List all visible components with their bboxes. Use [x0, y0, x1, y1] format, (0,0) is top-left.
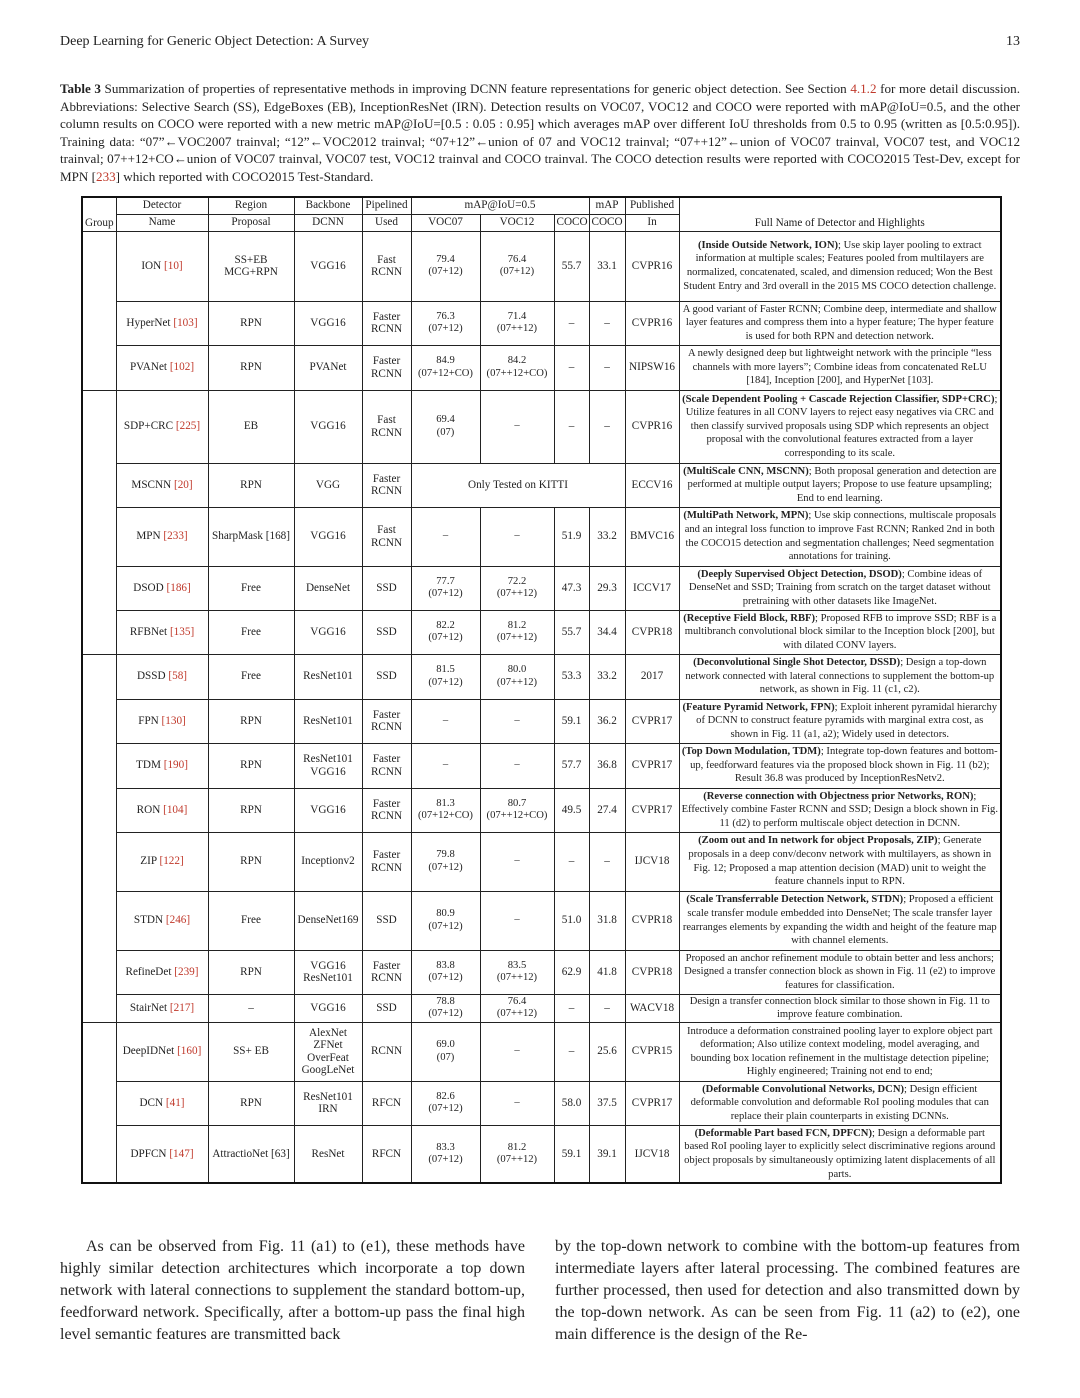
voc12-cell: –: [480, 1081, 554, 1125]
body-text-right: by the top-down network to combine with the bottom-up features from intermediate layers after lateral processing. The combined features are further processed, then used for detection and also transmitted down by the top-down network. As can be seen from Fig. 11 (a2) to (e2), one main difference is the design of the Re-: [555, 1238, 1020, 1343]
highlights-cell: (MultiPath Network, MPN); Use skip connections, multiscale proposals and an integral loss function to improve Fast RCNN; Ranked 2nd in both the COCO15 detection and segmentation challenges; Need segmentation annotations for training.: [679, 507, 1001, 566]
coco-cell: 58.0: [554, 1081, 589, 1125]
table-row: [82, 231, 1001, 301]
header-pipelined: Pipelined: [362, 197, 411, 214]
table-row: [82, 1125, 1001, 1183]
coco-cell: 55.7: [554, 610, 589, 654]
voc12-cell: 81.2 (07++12): [480, 1125, 554, 1183]
citation-link[interactable]: [239]: [174, 965, 199, 978]
voc07-cell: 82.6 (07+12): [411, 1081, 480, 1125]
table-row: [82, 743, 1001, 788]
pipeline-cell: Fast RCNN: [362, 231, 411, 301]
highlight-name: (Deeply Supervised Object Detection, DSOD): [697, 568, 902, 580]
table-row: [82, 788, 1001, 832]
published-cell: ECCV16: [625, 463, 679, 507]
header-pipelined-2: Used: [362, 214, 411, 231]
coco-map-cell: –: [589, 301, 625, 345]
published-cell: CVPR18: [625, 610, 679, 654]
region-proposal-cell: SS+ EB: [208, 1022, 294, 1081]
header-fullname: Full Name of Detector and Highlights: [679, 197, 1001, 231]
header-voc07: VOC07: [411, 214, 480, 231]
kitti-note-cell: Only Tested on KITTI: [411, 463, 625, 507]
header-region-2: Proposal: [208, 214, 294, 231]
table-row: [82, 345, 1001, 390]
coco-cell: 53.3: [554, 654, 589, 699]
highlight-name: (Top Down Modulation, TDM): [681, 746, 821, 758]
voc12-cell: 83.5 (07++12): [480, 950, 554, 994]
detector-name-cell: DSOD [186]: [116, 566, 208, 610]
citation-link[interactable]: [217]: [169, 1001, 195, 1014]
region-proposal-cell: SS+EB MCG+RPN: [208, 231, 294, 301]
voc12-cell: 80.0 (07++12): [480, 654, 554, 699]
coco-map-cell: 41.8: [589, 950, 625, 994]
region-proposal-cell: RPN: [208, 345, 294, 390]
voc12-cell: –: [480, 832, 554, 891]
voc07-cell: 79.4 (07+12): [411, 231, 480, 301]
published-cell: ICCV17: [625, 566, 679, 610]
header-detector: Detector: [116, 197, 208, 214]
backbone-cell: AlexNet ZFNet OverFeat GoogLeNet: [294, 1022, 362, 1081]
highlights-cell: (Reverse connection with Objectness prior Networks, RON); Effectively combine Faster RCNN and SSD; Design a block shown in Fig. 11 (d2) to perform multiscale object detection in DCNN.: [679, 788, 1001, 832]
published-cell: CVPR17: [625, 788, 679, 832]
coco-map-cell: 31.8: [589, 891, 625, 950]
coco-map-cell: –: [589, 994, 625, 1022]
voc12-cell: –: [480, 507, 554, 566]
published-cell: CVPR16: [625, 231, 679, 301]
voc12-cell: 71.4 (07++12): [480, 301, 554, 345]
citation-link[interactable]: [186]: [166, 581, 191, 594]
coco-map-cell: 37.5: [589, 1081, 625, 1125]
group-label-cell: [82, 1022, 116, 1183]
highlights-cell: (Scale Dependent Pooling + Cascade Rejection Classifier, SDP+CRC); Utilize features in all CONV layers to reject easy negatives via CRC and then classify survived proposals using SDP which represents an object proposal with the convolutional features extracted from a layer corresponding to its scale.: [679, 390, 1001, 463]
region-proposal-cell: RPN: [208, 301, 294, 345]
citation-link[interactable]: [225]: [175, 420, 201, 433]
group-label-cell: [82, 390, 116, 654]
caption-label: Table 3: [60, 81, 101, 96]
published-cell: CVPR17: [625, 699, 679, 743]
group-label-cell: [82, 654, 116, 1022]
coco-cell: –: [554, 832, 589, 891]
table-row: [82, 891, 1001, 950]
coco-cell: 51.9: [554, 507, 589, 566]
header-region: Region: [208, 197, 294, 214]
region-proposal-cell: Free: [208, 610, 294, 654]
highlights-cell: (Receptive Field Block, RBF); Proposed RFB to improve SSD; RBF is a multibranch convolutional block similar to the Inception block [200], but with dilated CONV layers.: [679, 610, 1001, 654]
coco-cell: –: [554, 390, 589, 463]
region-proposal-cell: RPN: [208, 950, 294, 994]
voc07-cell: –: [411, 507, 480, 566]
table-body: [82, 231, 1001, 1183]
voc07-cell: 78.8 (07+12): [411, 994, 480, 1022]
coco-map-cell: 33.1: [589, 231, 625, 301]
pipeline-cell: Faster RCNN: [362, 301, 411, 345]
coco-map-cell: 34.4: [589, 610, 625, 654]
detector-name-cell: HyperNet [103]: [116, 301, 208, 345]
table-row: [82, 610, 1001, 654]
highlights-cell: (Top Down Modulation, TDM); Integrate top-down features and bottom-up, feedforward features via the proposed block shown in Fig. 11 (b2); Result 36.8 was produced by InceptionResNetv2.: [679, 743, 1001, 788]
backbone-cell: VGG16: [294, 301, 362, 345]
pipeline-cell: Faster RCNN: [362, 345, 411, 390]
table-caption: [60, 80, 1020, 186]
voc12-cell: 76.4 (07+12): [480, 231, 554, 301]
coco-map-cell: 29.3: [589, 566, 625, 610]
voc07-cell: –: [411, 743, 480, 788]
pipeline-cell: Faster RCNN: [362, 743, 411, 788]
coco-cell: –: [554, 345, 589, 390]
header-map: mAP: [589, 197, 625, 214]
coco-map-cell: 33.2: [589, 654, 625, 699]
highlight-name: (Deformable Convolutional Networks, DCN): [702, 1083, 905, 1095]
highlight-name: (Inside Outside Network, ION): [697, 239, 839, 251]
voc07-cell: 83.8 (07+12): [411, 950, 480, 994]
methods-table: [81, 196, 1002, 1184]
backbone-cell: VGG16: [294, 231, 362, 301]
voc12-cell: 80.7 (07++12+CO): [480, 788, 554, 832]
voc12-cell: 76.4 (07++12): [480, 994, 554, 1022]
coco-map-cell: 36.8: [589, 743, 625, 788]
detector-name-cell: DSSD [58]: [116, 654, 208, 699]
published-cell: WACV18: [625, 994, 679, 1022]
highlights-cell: (Deformable Part based FCN, DPFCN); Design a deformable part based RoI pooling layer to explicitly select discriminative regions around object proposals by simultaneously optimizing latent displacements of all parts.: [679, 1125, 1001, 1183]
published-cell: BMVC16: [625, 507, 679, 566]
coco-map-cell: 25.6: [589, 1022, 625, 1081]
highlights-cell: (MultiScale CNN, MSCNN); Both proposal generation and detection are performed at multiple output layers; Propose to use feature upsampling; End to end learning.: [679, 463, 1001, 507]
pipeline-cell: SSD: [362, 994, 411, 1022]
pipeline-cell: Fast RCNN: [362, 507, 411, 566]
pipeline-cell: Faster RCNN: [362, 950, 411, 994]
region-proposal-cell: RPN: [208, 788, 294, 832]
table-row: [82, 1022, 1001, 1081]
highlights-cell: Introduce a deformation constrained pooling layer to explore object part deformation; Also utilize context modeling, model averaging, and bounding box location refinement in the multistage detection pipeline; Highly engineered; Training not end to end;: [679, 1022, 1001, 1081]
table-row: [82, 654, 1001, 699]
table-row: [82, 566, 1001, 610]
backbone-cell: ResNet101: [294, 654, 362, 699]
header-published-2: In: [625, 214, 679, 231]
body-text-left: As can be observed from Fig. 11 (a1) to (e1), these methods have highly similar detection architectures which incorporate a top down network with lateral connections to supplement the standard bottom-up, feedforward network. Specifically, after a bottom-up pass the final high level semantic features are transmitted back: [60, 1238, 525, 1343]
coco-cell: –: [554, 1022, 589, 1081]
coco-cell: 59.1: [554, 699, 589, 743]
caption-text-2: for more detail discussion. Abbreviations: Selective Search (SS), EdgeBoxes (EB), InceptionResNet (IRN). Detection results on VOC07, VOC12 and COCO were reported with mAP@IoU=0.5, and the other column results on COCO were reported with a new metric mAP@IoU=[0.5 : 0.05 : 0.95] which averages mAP over different IoU thresholds from 0.5 to 0.95 (written as [0.5:0.95]). Training data: “07”←VOC2007 trainval; “12”←VOC2012 trainval; “07+12”←union of 07 and VOC12 trainval; “07++12”←union of VOC07 trainval, VOC07 test, and VOC12 trainval; 07++12+CO←union of VOC07 trainval, VOC07 test, VOC12 trainval and COCO trainval. The COCO detection results were reported with COCO2015 Test-Dev, except for MPN [: [60, 81, 1020, 184]
running-title: Deep Learning for Generic Object Detection: A Survey: [60, 34, 370, 49]
highlights-cell: Design a transfer connection block similar to those shown in Fig. 11 to improve feature combination.: [679, 994, 1001, 1022]
published-cell: IJCV18: [625, 832, 679, 891]
pipeline-cell: Faster RCNN: [362, 832, 411, 891]
citation-link[interactable]: [103]: [173, 316, 198, 329]
highlight-name: (MultiPath Network, MPN): [683, 510, 809, 522]
header-backbone-2: DCNN: [294, 214, 362, 231]
region-proposal-cell: SharpMask [168]: [208, 507, 294, 566]
detector-name-cell: StairNet [217]: [116, 994, 208, 1022]
citation-link[interactable]: [122]: [159, 855, 184, 868]
backbone-cell: VGG: [294, 463, 362, 507]
header-group: Group: [82, 197, 116, 231]
table-row: [82, 1081, 1001, 1125]
coco-map-cell: 27.4: [589, 788, 625, 832]
caption-text-1: Summarization of properties of representative methods in improving DCNN feature representations for generic object detection. See Section: [100, 81, 851, 96]
coco-map-cell: –: [589, 832, 625, 891]
citation-link[interactable]: [147]: [169, 1147, 194, 1160]
citation-link[interactable]: [233]: [163, 530, 188, 543]
highlight-name: (MultiScale CNN, MSCNN): [683, 465, 809, 477]
coco-cell: 47.3: [554, 566, 589, 610]
coco-cell: –: [554, 994, 589, 1022]
citation-link[interactable]: [41]: [165, 1096, 185, 1109]
detector-name-cell: MPN [233]: [116, 507, 208, 566]
coco-map-cell: 39.1: [589, 1125, 625, 1183]
published-cell: CVPR17: [625, 1081, 679, 1125]
section-link[interactable]: 4.1.2: [850, 81, 877, 96]
backbone-cell: VGG16: [294, 507, 362, 566]
region-proposal-cell: RPN: [208, 743, 294, 788]
region-proposal-cell: Free: [208, 891, 294, 950]
backbone-cell: DenseNet: [294, 566, 362, 610]
highlight-name: (Deformable Part based FCN, DPFCN): [694, 1127, 872, 1139]
voc07-cell: 84.9 (07+12+CO): [411, 345, 480, 390]
coco-cell: 57.7: [554, 743, 589, 788]
region-proposal-cell: Free: [208, 654, 294, 699]
published-cell: CVPR16: [625, 390, 679, 463]
header-voc12: VOC12: [480, 214, 554, 231]
header-published: Published: [625, 197, 679, 214]
table-row: [82, 950, 1001, 994]
published-cell: 2017: [625, 654, 679, 699]
backbone-cell: VGG16: [294, 390, 362, 463]
citation-link[interactable]: [10]: [164, 259, 183, 272]
backbone-cell: PVANet: [294, 345, 362, 390]
voc07-cell: 77.7 (07+12): [411, 566, 480, 610]
pipeline-cell: SSD: [362, 891, 411, 950]
citation-link[interactable]: [58]: [168, 670, 188, 683]
voc12-cell: 84.2 (07++12+CO): [480, 345, 554, 390]
backbone-cell: VGG16: [294, 788, 362, 832]
published-cell: CVPR16: [625, 301, 679, 345]
table-row: [82, 301, 1001, 345]
voc12-cell: –: [480, 891, 554, 950]
table-row: [82, 832, 1001, 891]
backbone-cell: ResNet101: [294, 699, 362, 743]
highlight-name: (Zoom out and In network for object Proposals, ZIP): [698, 835, 938, 847]
pipeline-cell: Faster RCNN: [362, 463, 411, 507]
pipeline-cell: RCNN: [362, 1022, 411, 1081]
backbone-cell: ResNet: [294, 1125, 362, 1183]
citation-link[interactable]: [160]: [177, 1045, 202, 1058]
highlight-name: (Feature Pyramid Network, FPN): [682, 701, 835, 713]
citation-link[interactable]: [104]: [163, 803, 188, 816]
voc07-cell: 80.9 (07+12): [411, 891, 480, 950]
published-cell: CVPR17: [625, 743, 679, 788]
backbone-cell: VGG16 ResNet101: [294, 950, 362, 994]
region-proposal-cell: RPN: [208, 1081, 294, 1125]
region-proposal-cell: –: [208, 994, 294, 1022]
backbone-cell: ResNet101 IRN: [294, 1081, 362, 1125]
voc07-cell: 81.3 (07+12+CO): [411, 788, 480, 832]
table-row: [82, 463, 1001, 507]
coco-cell: 49.5: [554, 788, 589, 832]
pipeline-cell: RFCN: [362, 1125, 411, 1183]
detector-name-cell: FPN [130]: [116, 699, 208, 743]
coco-cell: 62.9: [554, 950, 589, 994]
page-number: 13: [1006, 34, 1020, 49]
voc07-cell: 69.0 (07): [411, 1022, 480, 1081]
published-cell: IJCV18: [625, 1125, 679, 1183]
table-row: [82, 390, 1001, 463]
highlights-cell: A good variant of Faster RCNN; Combine deep, intermediate and shallow layer features and compress them into a hyper feature; The hyper feature is used for both RPN and detection network.: [679, 301, 1001, 345]
pipeline-cell: Faster RCNN: [362, 788, 411, 832]
detector-name-cell: STDN [246]: [116, 891, 208, 950]
coco-cell: 51.0: [554, 891, 589, 950]
header-backbone: Backbone: [294, 197, 362, 214]
citation-link[interactable]: [190]: [163, 759, 188, 772]
backbone-cell: DenseNet169: [294, 891, 362, 950]
region-proposal-cell: RPN: [208, 832, 294, 891]
region-proposal-cell: RPN: [208, 699, 294, 743]
pipeline-cell: SSD: [362, 654, 411, 699]
header-map05: mAP@IoU=0.5: [411, 197, 589, 214]
highlight-name: (Scale Transferrable Detection Network, STDN): [686, 894, 904, 906]
citation-link[interactable]: [246]: [165, 914, 191, 927]
pipeline-cell: Faster RCNN: [362, 699, 411, 743]
published-cell: CVPR18: [625, 950, 679, 994]
backbone-cell: VGG16: [294, 610, 362, 654]
citation-link[interactable]: 233: [96, 168, 116, 184]
voc12-cell: 72.2 (07++12): [480, 566, 554, 610]
table-row: [82, 994, 1001, 1022]
highlight-name: (Deconvolutional Single Shot Detector, DSSD): [693, 657, 901, 669]
coco-map-cell: 36.2: [589, 699, 625, 743]
header-coco-2: COCO: [589, 214, 625, 231]
detector-name-cell: RefineDet [239]: [116, 950, 208, 994]
voc12-cell: –: [480, 390, 554, 463]
detector-name-cell: MSCNN [20]: [116, 463, 208, 507]
published-cell: CVPR18: [625, 891, 679, 950]
detector-name-cell: TDM [190]: [116, 743, 208, 788]
region-proposal-cell: RPN: [208, 463, 294, 507]
citation-link[interactable]: [102]: [169, 361, 195, 374]
voc12-cell: –: [480, 743, 554, 788]
published-cell: NIPSW16: [625, 345, 679, 390]
coco-cell: 59.1: [554, 1125, 589, 1183]
published-cell: CVPR15: [625, 1022, 679, 1081]
highlights-cell: (Inside Outside Network, ION); Use skip layer pooling to extract information at multiple scales; Features pooled from multilayers are normalized, concatenated, scaled, and dimension reduced; Won the Best Student Entry and 3rd overall in the 2015 MS COCO detection challenge.: [679, 231, 1001, 301]
pipeline-cell: RFCN: [362, 1081, 411, 1125]
detector-name-cell: DeepIDNet [160]: [116, 1022, 208, 1081]
highlights-cell: (Feature Pyramid Network, FPN); Exploit inherent pyramidal hierarchy of DCNN to construct feature pyramids with marginal extra cost, as shown in Fig. 11 (a1, a2); Widely used in detectors.: [679, 699, 1001, 743]
voc07-cell: 76.3 (07+12): [411, 301, 480, 345]
pipeline-cell: SSD: [362, 566, 411, 610]
voc07-cell: 69.4 (07): [411, 390, 480, 463]
caption-text-3: ] which reported with COCO2015 Test-Standard.: [115, 168, 374, 184]
highlights-cell: (Deeply Supervised Object Detection, DSOD); Combine ideas of DenseNet and SSD; Training from scratch on the target dataset without pretraining with other datasets like ImageNet.: [679, 566, 1001, 610]
detector-name-cell: SDP+CRC [225]: [116, 390, 208, 463]
coco-map-cell: –: [589, 345, 625, 390]
group-label-cell: [82, 231, 116, 390]
coco-cell: –: [554, 301, 589, 345]
highlights-cell: (Deformable Convolutional Networks, DCN); Design efficient deformable convolution and deformable RoI pooling modules that can replace their plain counterparts in existing DCNNs.: [679, 1081, 1001, 1125]
pipeline-cell: Fast RCNN: [362, 390, 411, 463]
backbone-cell: VGG16: [294, 994, 362, 1022]
table-row: [82, 699, 1001, 743]
highlights-cell: A newly designed deep but lightweight network with the principle “less channels with more layers”; Combine ideas from concatenated ReLU [184], Inception [200], and HyperNet [103].: [679, 345, 1001, 390]
running-head: [60, 34, 1020, 50]
citation-link[interactable]: [135]: [169, 625, 195, 638]
citation-link[interactable]: [20]: [173, 478, 193, 491]
detector-name-cell: DCN [41]: [116, 1081, 208, 1125]
coco-cell: 55.7: [554, 231, 589, 301]
voc07-cell: 82.2 (07+12): [411, 610, 480, 654]
coco-map-cell: 33.2: [589, 507, 625, 566]
highlights-cell: Proposed an anchor refinement module to obtain better and less anchors; Designed a transfer connection block as shown in Fig. 11 (e2) to improve features for classification.: [679, 950, 1001, 994]
voc12-cell: –: [480, 699, 554, 743]
region-proposal-cell: EB: [208, 390, 294, 463]
backbone-cell: ResNet101 VGG16: [294, 743, 362, 788]
table-row: [82, 507, 1001, 566]
region-proposal-cell: AttractioNet [63]: [208, 1125, 294, 1183]
highlight-name: (Reverse connection with Objectness prior Networks, RON): [703, 790, 974, 802]
voc07-cell: 83.3 (07+12): [411, 1125, 480, 1183]
voc07-cell: 81.5 (07+12): [411, 654, 480, 699]
voc12-cell: 81.2 (07++12): [480, 610, 554, 654]
detector-name-cell: DPFCN [147]: [116, 1125, 208, 1183]
highlight-name: (Scale Dependent Pooling + Cascade Rejection Classifier, SDP+CRC): [682, 393, 995, 405]
detector-name-cell: RFBNet [135]: [116, 610, 208, 654]
voc07-cell: –: [411, 699, 480, 743]
voc07-cell: 79.8 (07+12): [411, 832, 480, 891]
citation-link[interactable]: [130]: [161, 714, 186, 727]
header-coco: COCO: [554, 214, 589, 231]
coco-map-cell: –: [589, 390, 625, 463]
detector-name-cell: PVANet [102]: [116, 345, 208, 390]
highlights-cell: (Scale Transferrable Detection Network, STDN); Proposed a efficient scale transfer module embedded into DenseNet; The scale transfer layer rearranges elements by expanding the width and height of the feature map with channel elements.: [679, 891, 1001, 950]
highlights-cell: (Zoom out and In network for object Proposals, ZIP); Generate proposals in a deep conv/deconv network with multilayers, as shown in Fig. 12; Proposed a map attention decision (MAD) unit to weight the feature channels input to RPN.: [679, 832, 1001, 891]
detector-name-cell: ION [10]: [116, 231, 208, 301]
voc12-cell: –: [480, 1022, 554, 1081]
detector-name-cell: RON [104]: [116, 788, 208, 832]
highlight-name: (Receptive Field Block, RBF): [683, 612, 816, 624]
region-proposal-cell: Free: [208, 566, 294, 610]
header-detector-2: Name: [116, 214, 208, 231]
pipeline-cell: SSD: [362, 610, 411, 654]
detector-name-cell: ZIP [122]: [116, 832, 208, 891]
backbone-cell: Inceptionv2: [294, 832, 362, 891]
highlights-cell: (Deconvolutional Single Shot Detector, DSSD); Design a top-down network connected with lateral connections to supplement the bottom-up network, as shown in Fig. 11 (c1, c2).: [679, 654, 1001, 699]
